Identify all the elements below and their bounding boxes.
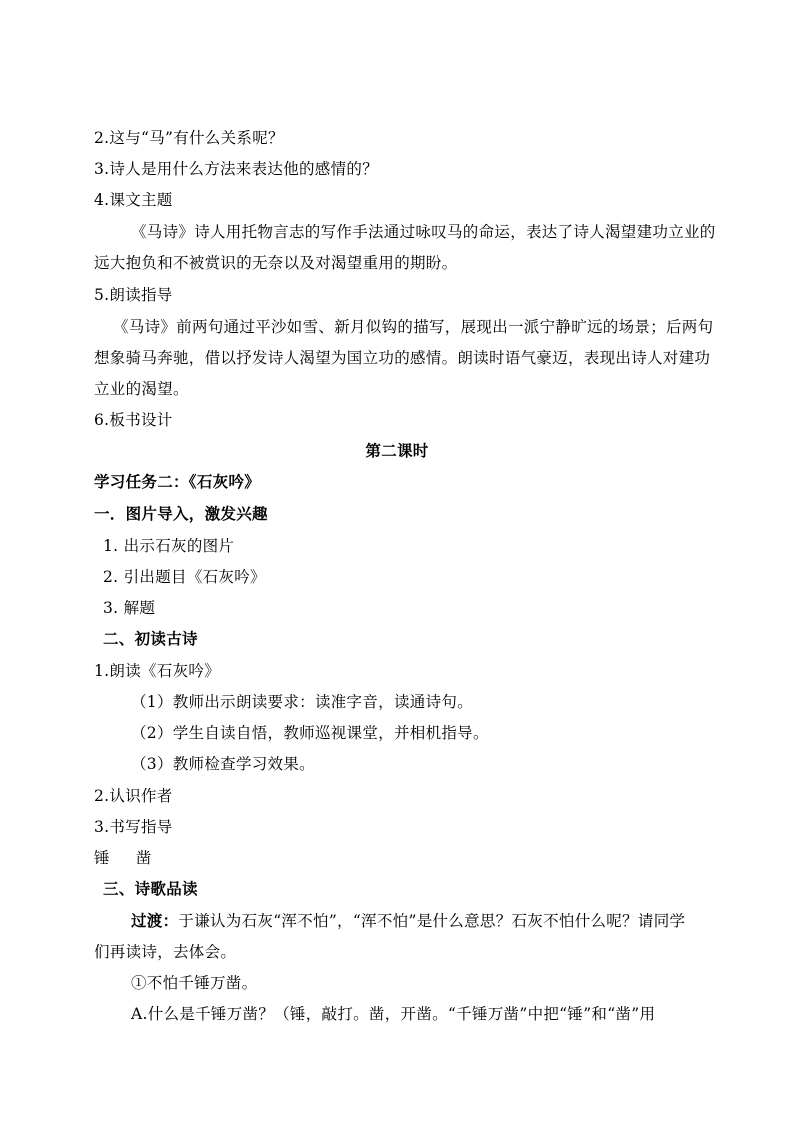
lesson-title: 第二课时	[365, 441, 429, 460]
part-2-step-1: 1.朗读《石灰吟》	[94, 662, 220, 680]
theme-paragraph-line-1: 《马诗》诗人用托物言志的写作手法通过咏叹马的命运，表达了诗人渴望建功立业的	[131, 223, 716, 241]
section-board-design-heading: 6.板书设计	[94, 411, 173, 429]
reading-guide-line-2: 想象骑马奔驰，借以抒发诗人渴望为国立功的感情。朗读时语气豪迈，表现出诗人对建功	[94, 349, 711, 367]
transition-label: 过渡：	[131, 911, 179, 930]
part-1-step-2: 2. 引出题目《石灰吟》	[103, 568, 266, 586]
reading-guide-line-3: 立业的渴望。	[94, 380, 189, 398]
transition-text: 于谦认为石灰“浑不怕”，“浑不怕”是什么意思？石灰不怕什么呢？请同学	[178, 912, 686, 930]
transition-line-1	[131, 911, 685, 931]
question-2: 2.这与“马”有什么关系呢？	[94, 129, 284, 147]
part-3-heading: 三、诗歌品读	[103, 879, 198, 898]
part-2-step-3: 3.书写指导	[94, 818, 173, 836]
section-theme-heading: 4.课文主题	[94, 191, 173, 209]
part-2-step-1-c: （3）教师检查学习效果。	[131, 755, 315, 773]
part-2-step-1-b: （2）学生自读自悟，教师巡视课堂，并相机指导。	[131, 724, 489, 742]
point-1: ①不怕千锤万凿。	[131, 974, 258, 992]
task-2-heading: 学习任务二：《石灰吟》	[94, 472, 261, 491]
reading-guide-line-1: 《马诗》前两句通过平沙如雪、新月似钩的描写，展现出一派宁静旷远的场景；后两句	[113, 318, 714, 336]
part-2-heading: 二、初读古诗	[103, 629, 198, 648]
writing-characters: 锤 凿	[94, 849, 152, 867]
part-1-step-3: 3. 解题	[103, 599, 156, 617]
section-reading-guide-heading: 5.朗读指导	[94, 286, 173, 304]
point-1-question-a: A.什么是千锤万凿？（锤，敲打。凿，开凿。“千锤万凿”中把“锤”和“凿”用	[131, 1005, 656, 1023]
part-2-step-1-a: （1）教师出示朗读要求：读准字音，读通诗句。	[131, 693, 473, 711]
part-1-heading: 一．图片导入，激发兴趣	[94, 504, 268, 523]
question-3: 3.诗人是用什么方法来表达他的感情的？	[94, 160, 378, 178]
theme-paragraph-line-2: 远大抱负和不被赏识的无奈以及对渴望重用的期盼。	[94, 254, 458, 272]
transition-line-2: 们再读诗，去体会。	[94, 943, 237, 961]
part-2-step-2: 2.认识作者	[94, 787, 173, 805]
part-1-step-1: 1. 出示石灰的图片	[103, 537, 235, 555]
